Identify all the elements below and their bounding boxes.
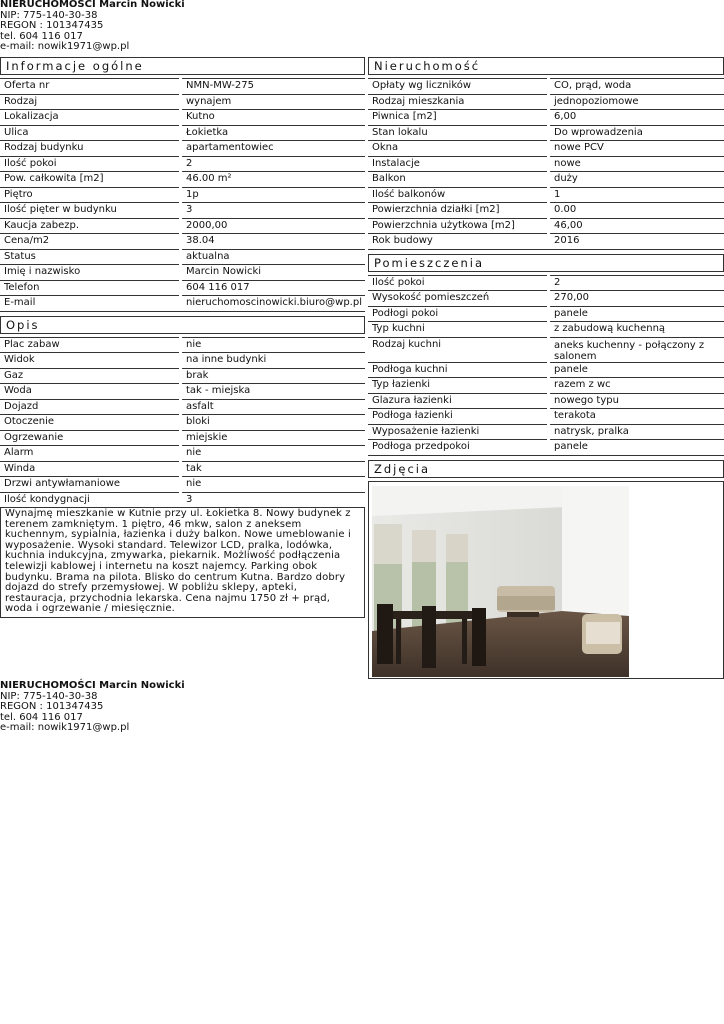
pomieszczenia-value: razem z wc [550, 377, 724, 393]
opis-value: 3 [182, 492, 365, 508]
opis-value: brak [182, 368, 365, 384]
general-value: Marcin Nowicki [182, 264, 365, 280]
general-row [0, 202, 365, 218]
company-name: NIERUCHOMOŚCI Marcin Nowicki [0, 680, 185, 691]
company-name: NIERUCHOMOŚCI Marcin Nowicki [0, 0, 185, 10]
general-label: Imię i nazwisko [0, 264, 179, 280]
section-opis-title: Opis [0, 316, 365, 334]
nieruchomosc-label: Balkon [368, 171, 547, 187]
general-value: 3 [182, 202, 365, 218]
opis-label: Otoczenie [0, 414, 179, 430]
pomieszczenia-label: Wysokość pomieszczeń [368, 290, 547, 306]
nieruchomosc-row [368, 125, 724, 141]
general-label: Ilość pięter w budynku [0, 202, 179, 218]
opis-row [0, 399, 365, 415]
pomieszczenia-label: Glazura łazienki [368, 393, 547, 409]
general-row [0, 249, 365, 265]
company-regon: REGON : 101347435 [0, 20, 104, 32]
opis-row [0, 461, 365, 477]
opis-label: Winda [0, 461, 179, 477]
nieruchomosc-value: 0.00 [550, 202, 724, 218]
pomieszczenia-label: Ilość pokoi [368, 275, 547, 291]
pomieszczenia-value: 270,00 [550, 290, 724, 306]
opis-label: Gaz [0, 368, 179, 384]
nieruchomosc-row [368, 187, 724, 203]
general-label: Cena/m2 [0, 233, 179, 249]
general-row [0, 264, 365, 280]
nieruchomosc-value: CO, prąd, woda [550, 78, 724, 94]
general-value: 2 [182, 156, 365, 172]
nieruchomosc-row [368, 218, 724, 234]
pomieszczenia-value: panele [550, 439, 724, 455]
opis-row [0, 414, 365, 430]
nieruchomosc-value: 1 [550, 187, 724, 203]
nieruchomosc-value: nowe PCV [550, 140, 724, 156]
nieruchomosc-value: duży [550, 171, 724, 187]
general-row [0, 156, 365, 172]
general-value: 604 116 017 [182, 280, 365, 296]
general-label: Ulica [0, 125, 179, 141]
pomieszczenia-label: Podłogi pokoi [368, 306, 547, 322]
general-label: Kaucja zabezp. [0, 218, 179, 234]
nieruchomosc-label: Powierzchnia użytkowa [m2] [368, 218, 547, 234]
general-row [0, 233, 365, 249]
pomieszczenia-row [368, 337, 724, 362]
general-row [0, 280, 365, 296]
company-regon: REGON : 101347435 [0, 701, 104, 713]
general-row [0, 187, 365, 203]
opis-label: Ilość kondygnacji [0, 492, 179, 508]
nieruchomosc-value: 2016 [550, 233, 724, 249]
general-row [0, 218, 365, 234]
opis-value: na inne budynki [182, 352, 365, 368]
pomieszczenia-value: aneks kuchenny - połączony z salonem [550, 337, 724, 362]
nieruchomosc-value: nowe [550, 156, 724, 172]
pomieszczenia-label: Wyposażenie łazienki [368, 424, 547, 440]
company-header [0, 0, 185, 53]
general-value: 38.04 [182, 233, 365, 249]
nieruchomosc-row [368, 78, 724, 94]
opis-label: Woda [0, 383, 179, 399]
pomieszczenia-row [368, 439, 724, 455]
pomieszczenia-label: Typ łazienki [368, 377, 547, 393]
pomieszczenia-row [368, 377, 724, 393]
nieruchomosc-row [368, 202, 724, 218]
pomieszczenia-value: panele [550, 306, 724, 322]
nieruchomosc-label: Piwnica [m2] [368, 109, 547, 125]
nieruchomosc-label: Rok budowy [368, 233, 547, 249]
opis-row [0, 476, 365, 492]
company-email: e-mail: nowik1971@wp.pl [0, 41, 130, 53]
section-nieruchomosc-title: Nieruchomość [368, 57, 724, 75]
opis-label: Ogrzewanie [0, 430, 179, 446]
company-nip: NIP: 775-140-30-38 [0, 9, 98, 21]
general-label: Telefon [0, 280, 179, 296]
section-zdjecia-title: Zdjęcia [368, 460, 724, 478]
pomieszczenia-row [368, 424, 724, 440]
nieruchomosc-row [368, 109, 724, 125]
company-footer [0, 681, 185, 734]
section-general-title: Informacje ogólne [0, 57, 365, 75]
nieruchomosc-value: Do wprowadzenia [550, 125, 724, 141]
pomieszczenia-value: z zabudową kuchenną [550, 321, 724, 337]
nieruchomosc-label: Okna [368, 140, 547, 156]
pomieszczenia-value: natrysk, pralka [550, 424, 724, 440]
general-label: Rodzaj [0, 94, 179, 110]
general-label: E-mail [0, 295, 179, 311]
apartment-photo-illustration [372, 486, 629, 677]
pomieszczenia-value: 2 [550, 275, 724, 291]
opis-row [0, 445, 365, 461]
pomieszczenia-label: Podłoga kuchni [368, 362, 547, 378]
pomieszczenia-row [368, 321, 724, 337]
opis-row [0, 492, 365, 508]
opis-value: miejskie [182, 430, 365, 446]
nieruchomosc-label: Instalacje [368, 156, 547, 172]
pomieszczenia-row [368, 275, 724, 291]
description-text: Wynajmę mieszkanie w Kutnie przy ul. Łokietka 8. Nowy budynek z terenem zamkniętym. 1 piętro, 46 mkw, salon z aneksem kuchennym, sypialnia, łazienka i duży balkon. Nowe umeblowanie i wyposażenie. Wysoki standard. Telewizor LCD, pralka, lodówka, kuchnia indukcyjna, zmywarka, piekarnik. Możliwość podłączenia telewizji kablowej i internetu na koszt najemcy. Parking obok budynku. Brama na pilota. Blisko do centrum Kutna. Bardzo dobry dojazd do strefy przemysłowej. W pobliżu sklepy, apteki, restauracja, przychodnia lekarska. Cena najmu 1750 zł + prąd, woda i ogrzewanie / miesięcznie. [0, 508, 365, 618]
general-value: apartamentowiec [182, 140, 365, 156]
apartment-photo[interactable] [372, 486, 629, 677]
nieruchomosc-row [368, 233, 724, 249]
nieruchomosc-value: 6,00 [550, 109, 724, 125]
nieruchomosc-label: Rodzaj mieszkania [368, 94, 547, 110]
nieruchomosc-row [368, 140, 724, 156]
opis-row [0, 337, 365, 353]
general-label: Oferta nr [0, 78, 179, 94]
pomieszczenia-label: Rodzaj kuchni [368, 337, 547, 362]
nieruchomosc-row [368, 156, 724, 172]
general-value: 46.00 m² [182, 171, 365, 187]
opis-label: Plac zabaw [0, 337, 179, 353]
nieruchomosc-label: Powierzchnia działki [m2] [368, 202, 547, 218]
opis-value: nie [182, 476, 365, 492]
pomieszczenia-row [368, 362, 724, 378]
nieruchomosc-label: Ilość balkonów [368, 187, 547, 203]
general-label: Status [0, 249, 179, 265]
pomieszczenia-value: terakota [550, 408, 724, 424]
general-value: NMN-MW-275 [182, 78, 365, 94]
opis-row [0, 368, 365, 384]
opis-value: tak - miejska [182, 383, 365, 399]
pomieszczenia-table [368, 275, 724, 456]
opis-row [0, 352, 365, 368]
general-value: aktualna [182, 249, 365, 265]
pomieszczenia-row [368, 393, 724, 409]
pomieszczenia-value: panele [550, 362, 724, 378]
general-row [0, 140, 365, 156]
general-label: Ilość pokoi [0, 156, 179, 172]
left-column [0, 57, 365, 618]
general-value: 2000,00 [182, 218, 365, 234]
company-phone: tel. 604 116 017 [0, 30, 83, 42]
pomieszczenia-row [368, 306, 724, 322]
nieruchomosc-row [368, 171, 724, 187]
opis-row [0, 383, 365, 399]
general-row [0, 171, 365, 187]
opis-label: Drzwi antywłamaniowe [0, 476, 179, 492]
nieruchomosc-label: Opłaty wg liczników [368, 78, 547, 94]
general-value: Kutno [182, 109, 365, 125]
opis-value: nie [182, 337, 365, 353]
general-table [0, 78, 365, 312]
opis-value: nie [182, 445, 365, 461]
general-label: Rodzaj budynku [0, 140, 179, 156]
general-row [0, 78, 365, 94]
general-value: wynajem [182, 94, 365, 110]
general-value: nieruchomoscinowicki.biuro@wp.pl [182, 295, 365, 311]
opis-label: Dojazd [0, 399, 179, 415]
section-pomieszczenia-title: Pomieszczenia [368, 254, 724, 272]
opis-label: Widok [0, 352, 179, 368]
pomieszczenia-label: Typ kuchni [368, 321, 547, 337]
pomieszczenia-label: Podłoga łazienki [368, 408, 547, 424]
opis-table [0, 337, 365, 509]
opis-value: asfalt [182, 399, 365, 415]
opis-row [0, 430, 365, 446]
nieruchomosc-label: Stan lokalu [368, 125, 547, 141]
opis-label: Alarm [0, 445, 179, 461]
general-row [0, 109, 365, 125]
opis-value: bloki [182, 414, 365, 430]
general-label: Pow. całkowita [m2] [0, 171, 179, 187]
pomieszczenia-value: nowego typu [550, 393, 724, 409]
nieruchomosc-value: jednopoziomowe [550, 94, 724, 110]
company-phone: tel. 604 116 017 [0, 711, 83, 723]
general-row [0, 125, 365, 141]
general-label: Piętro [0, 187, 179, 203]
general-row [0, 94, 365, 110]
general-label: Lokalizacja [0, 109, 179, 125]
nieruchomosc-row [368, 94, 724, 110]
right-column [368, 57, 724, 679]
opis-value: tak [182, 461, 365, 477]
general-value: Łokietka [182, 125, 365, 141]
pomieszczenia-row [368, 408, 724, 424]
company-email: e-mail: nowik1971@wp.pl [0, 722, 130, 734]
general-value: 1p [182, 187, 365, 203]
photo-frame [368, 481, 724, 679]
pomieszczenia-label: Podłoga przedpokoi [368, 439, 547, 455]
general-row [0, 295, 365, 311]
pomieszczenia-row [368, 290, 724, 306]
company-nip: NIP: 775-140-30-38 [0, 690, 98, 702]
nieruchomosc-value: 46,00 [550, 218, 724, 234]
nieruchomosc-table [368, 78, 724, 250]
